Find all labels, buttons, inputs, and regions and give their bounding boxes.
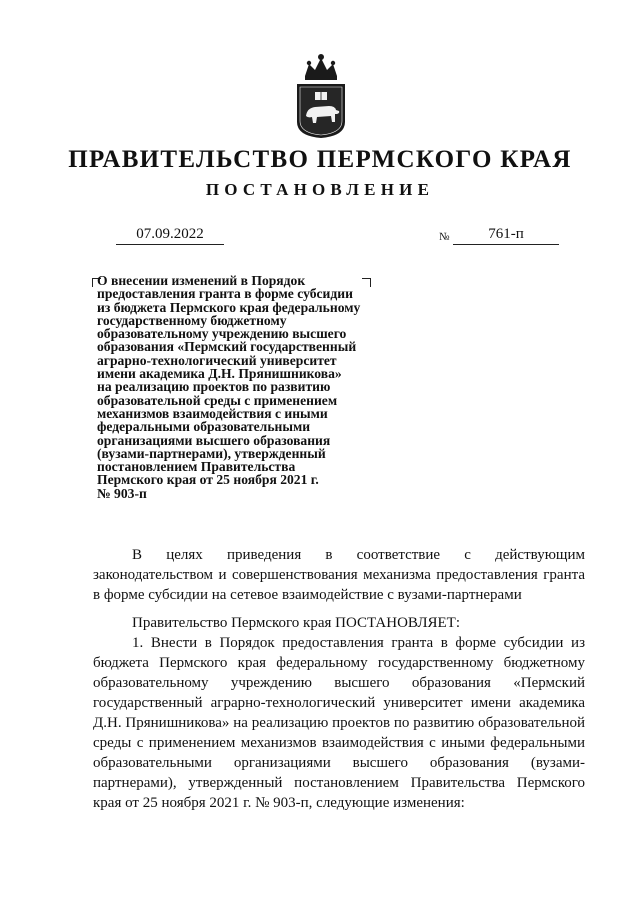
subject-line: аграрно-технологический университет [97,352,337,368]
subject-line: на реализацию проектов по развитию [97,379,331,395]
number-label: № [439,231,450,243]
subject-line: постановлением Правительства [97,459,296,475]
resolves-paragraph: Правительство Пермского края ПОСТАНОВЛЯЕТ: [132,615,461,631]
document-number: 761-п [453,224,559,245]
subject-line: образовательной среды с применением [97,392,338,408]
subject-line: из бюджета Пермского края федеральному [97,299,361,315]
subject-line: механизмов взаимодействия с иными [97,405,328,421]
subject-line: № 903-п [97,485,147,501]
subject-line: образовательному учреждению высшего [97,326,347,342]
resolution-body [93,545,585,813]
subject-line: О внесении изменений в Порядок [97,273,306,288]
coat-of-arms-emblem [293,52,349,140]
subject-line: предоставления гранта в форме субсидии [97,286,353,302]
government-title: ПРАВИТЕЛЬСТВО ПЕРМСКОГО КРАЯ [68,146,572,173]
document-type: ПОСТАНОВЛЕНИЕ [205,180,435,199]
subject-line: Пермского края от 25 ноября 2021 г. [97,472,319,488]
subject-line: (вузами-партнерами), утвержденный [97,445,326,461]
subject-line: государственному бюджетному [97,312,287,328]
subject-line: организациями высшего образования [97,432,331,448]
preamble-paragraph: В целях приведения в соответствие с действующим законодательством и совершенствования механизма предоставления гранта в форме субсидии на сетевое взаимодействие с вузами-партнерами [93,547,585,603]
resolution-subject [97,274,417,500]
subject-line: образования «Пермский государственный [97,339,357,355]
perm-krai-coat-of-arms-icon [293,52,349,140]
subject-line: федеральными образовательными [97,419,311,435]
item-1-paragraph: 1. Внести в Порядок предоставления гранта в форме субсидии из бюджета Пермского края федеральному государственному бюджетному образовательному учреждению высшего образования «Пермский государственный аграрно-технологический университет имени академика Д.Н. Прянишникова» на реализацию проектов по развитию образовательной среды с применением механизмов взаимодействия с иными федеральными образовательными организациями высшего образования (вузами-партнерами), утвержденный постановлением Правительства Пермского края от 25 ноября 2021 г. № 903-п, следующие изменения: [93,635,585,811]
document-date: 07.09.2022 [116,224,224,245]
subject-line: имени академика Д.Н. Прянишникова» [97,366,342,382]
